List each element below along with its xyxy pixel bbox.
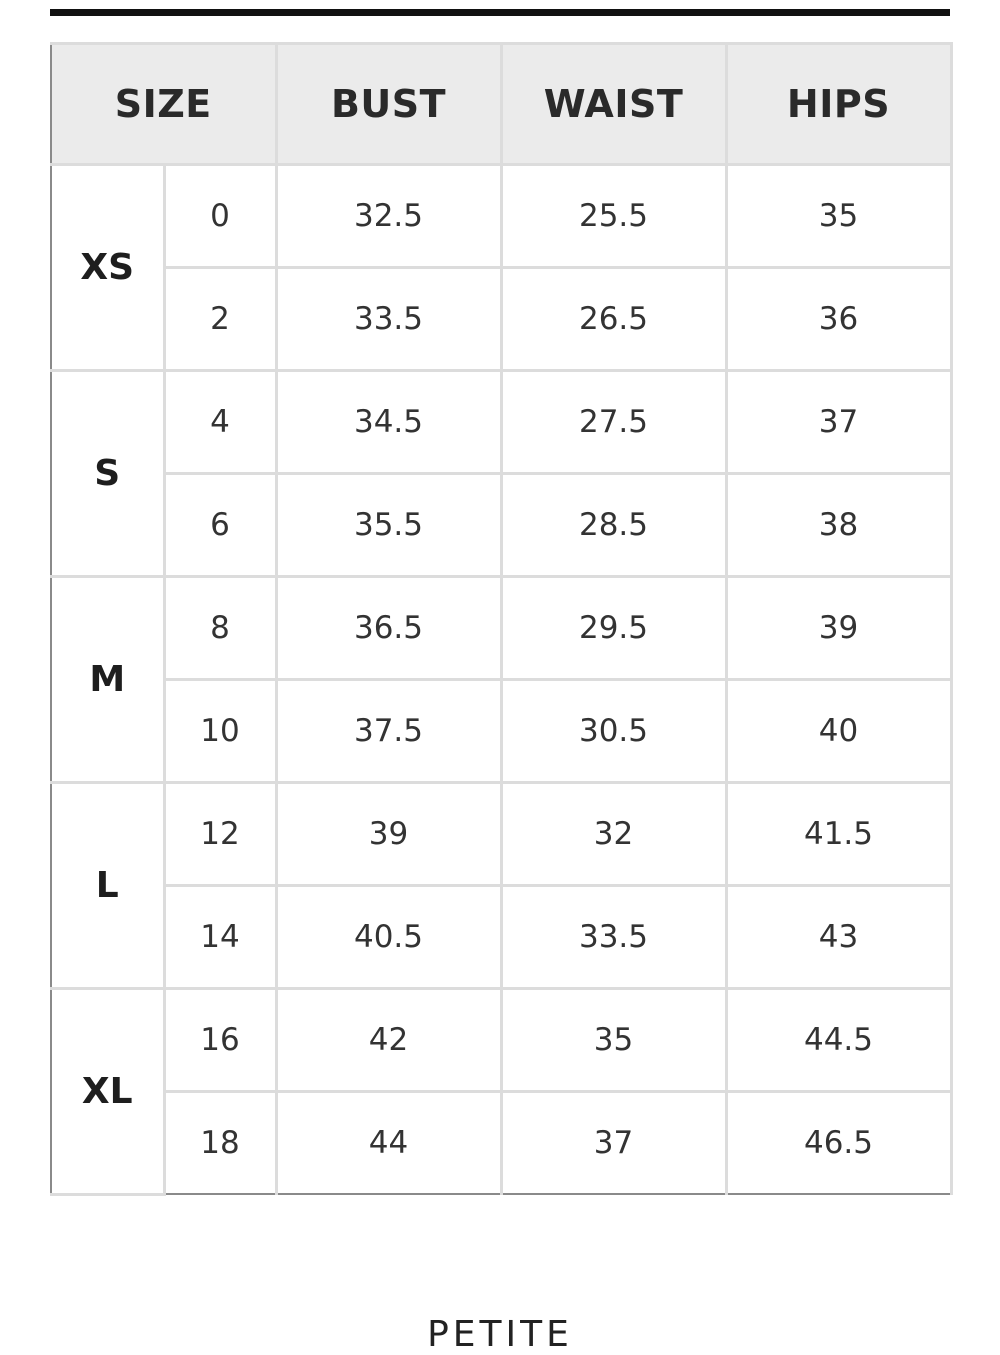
hips-cell: 40 [726, 680, 951, 783]
bust-cell: 36.5 [276, 577, 501, 680]
waist-cell: 26.5 [501, 268, 726, 371]
size-chart-table [50, 42, 953, 1196]
bust-cell: 44 [276, 1092, 501, 1195]
numeric-size-cell: 18 [164, 1092, 276, 1195]
hips-cell: 36 [726, 268, 951, 371]
hips-cell: 44.5 [726, 989, 951, 1092]
header-waist: WAIST [501, 44, 726, 165]
bust-cell: 42 [276, 989, 501, 1092]
table-row [51, 989, 951, 1092]
bust-cell: 39 [276, 783, 501, 886]
hips-cell: 46.5 [726, 1092, 951, 1195]
numeric-size-cell: 10 [164, 680, 276, 783]
table-row [51, 783, 951, 886]
table-row [51, 371, 951, 474]
table-row [51, 474, 951, 577]
size-group-label: XS [51, 165, 164, 371]
numeric-size-cell: 12 [164, 783, 276, 886]
header-bust: BUST [276, 44, 501, 165]
bust-cell: 34.5 [276, 371, 501, 474]
hips-cell: 39 [726, 577, 951, 680]
table-row [51, 165, 951, 268]
numeric-size-cell: 14 [164, 886, 276, 989]
waist-cell: 27.5 [501, 371, 726, 474]
waist-cell: 32 [501, 783, 726, 886]
waist-cell: 33.5 [501, 886, 726, 989]
top-divider [50, 9, 950, 16]
header-size: SIZE [51, 44, 276, 165]
size-group-label: L [51, 783, 164, 989]
waist-cell: 35 [501, 989, 726, 1092]
table-row [51, 886, 951, 989]
numeric-size-cell: 16 [164, 989, 276, 1092]
waist-cell: 25.5 [501, 165, 726, 268]
table-row [51, 268, 951, 371]
bust-cell: 35.5 [276, 474, 501, 577]
bust-cell: 37.5 [276, 680, 501, 783]
table-row [51, 1092, 951, 1195]
bust-cell: 33.5 [276, 268, 501, 371]
table-row [51, 577, 951, 680]
hips-cell: 37 [726, 371, 951, 474]
waist-cell: 30.5 [501, 680, 726, 783]
hips-cell: 35 [726, 165, 951, 268]
table-row [51, 680, 951, 783]
numeric-size-cell: 0 [164, 165, 276, 268]
header-row [51, 44, 951, 165]
hips-cell: 43 [726, 886, 951, 989]
size-group-label: S [51, 371, 164, 577]
size-group-label: M [51, 577, 164, 783]
numeric-size-cell: 2 [164, 268, 276, 371]
waist-cell: 28.5 [501, 474, 726, 577]
bust-cell: 32.5 [276, 165, 501, 268]
waist-cell: 37 [501, 1092, 726, 1195]
waist-cell: 29.5 [501, 577, 726, 680]
numeric-size-cell: 8 [164, 577, 276, 680]
numeric-size-cell: 4 [164, 371, 276, 474]
petite-section-title: PETITE [427, 1314, 573, 1355]
bust-cell: 40.5 [276, 886, 501, 989]
numeric-size-cell: 6 [164, 474, 276, 577]
header-hips: HIPS [726, 44, 951, 165]
hips-cell: 41.5 [726, 783, 951, 886]
hips-cell: 38 [726, 474, 951, 577]
size-group-label: XL [51, 989, 164, 1195]
